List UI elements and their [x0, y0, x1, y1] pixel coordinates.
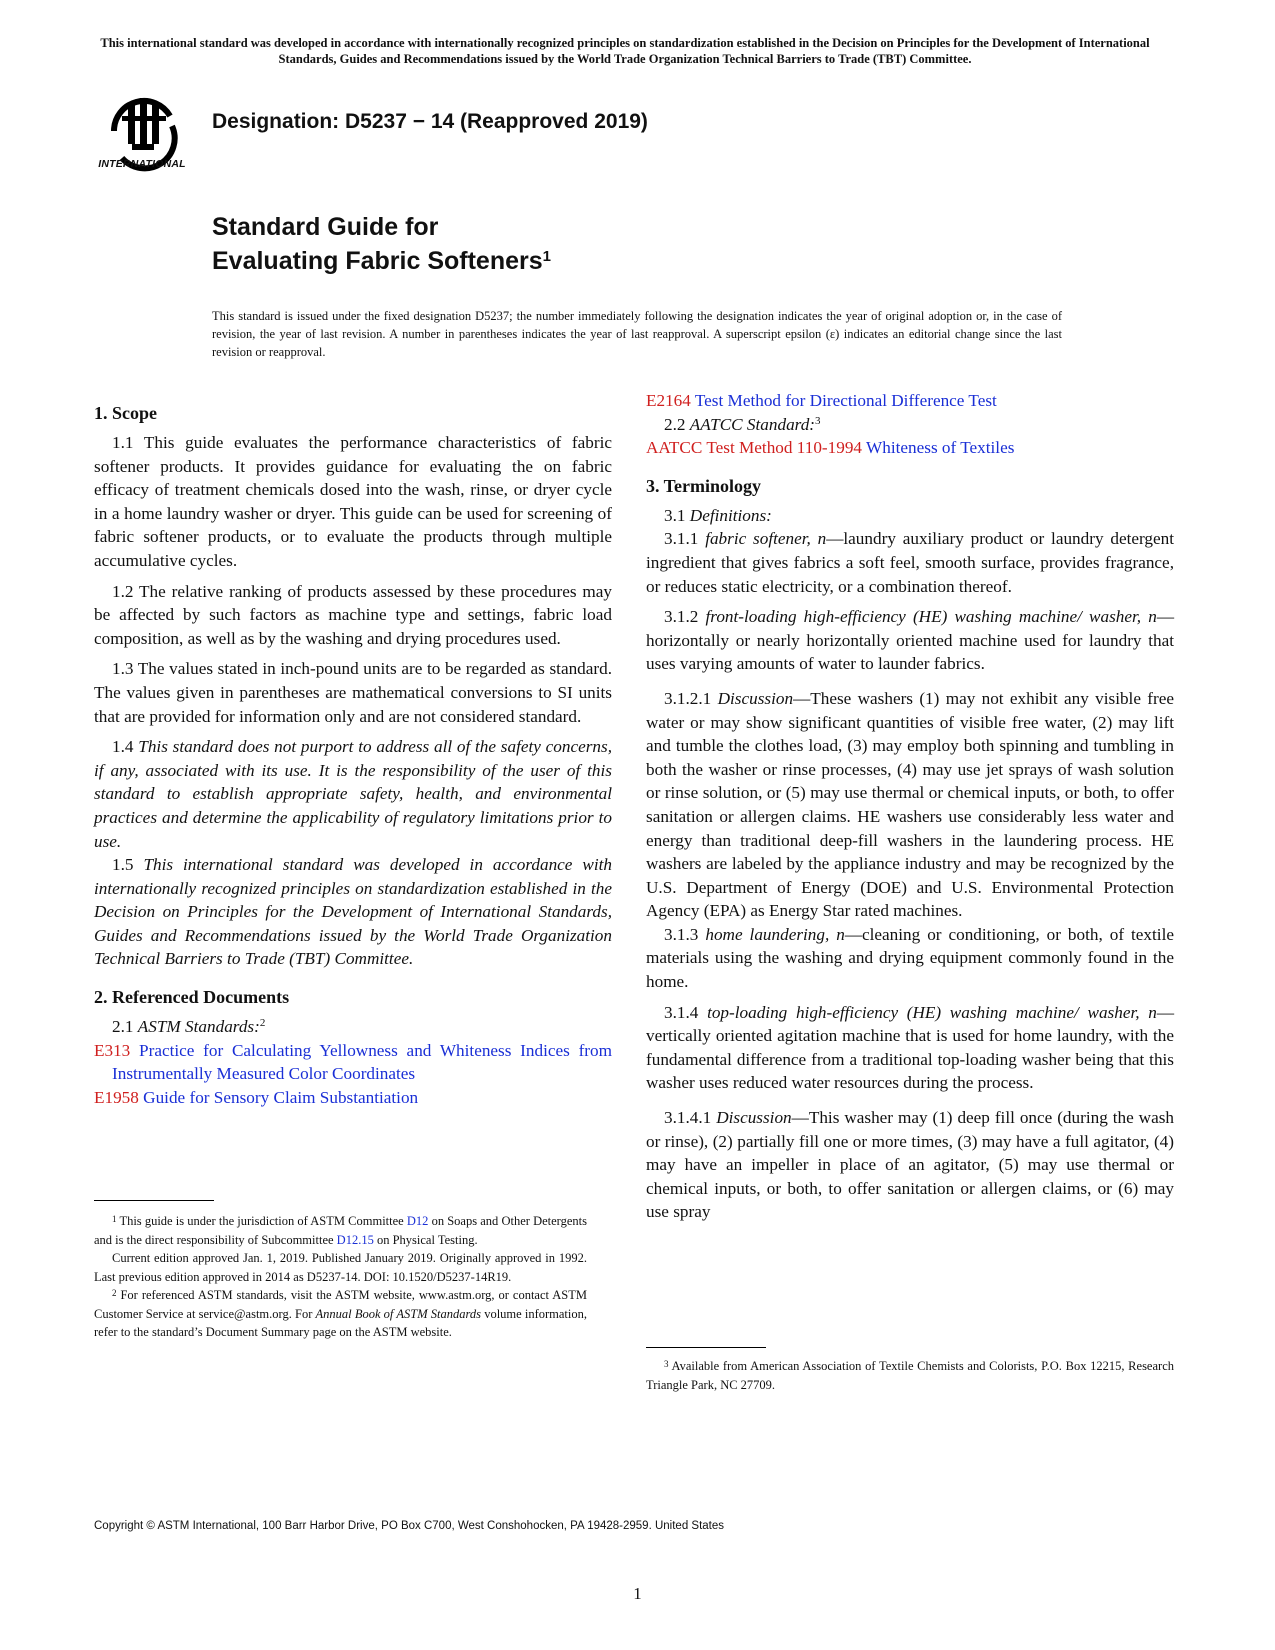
footnote-3: $^3$ Available from American Association of Textile Chemists and Colorists, P.O. Box 12215, Research Triangle Park, NC 27709.	[646, 1359, 1174, 1392]
section-referenced-heading: 2. Referenced Documents	[94, 987, 290, 1008]
link-d12-15[interactable]: D12.15	[336, 1232, 374, 1247]
link-d12[interactable]: D12	[406, 1214, 429, 1228]
copyright: Copyright © ASTM International, 100 Barr Harbor Drive, PO Box C700, West Conshohocken, PA 19428-2959. United States	[94, 1520, 725, 1532]
para-3-1-3: 3.1.3 home laundering, n—cleaning or conditioning, or both, of textile materials using the washing and drying equipment commonly found in the home.	[646, 924, 1174, 992]
para-3-1: 3.1 Definitions:	[664, 505, 772, 525]
issued-note: This standard is issued under the fixed designation D5237; the number immediately following the designation indicates the year of original adoption or, in the case of revision, the year of last revision. A number in parentheses indicates the year of last reapproval. A superscript epsilon (ε) indicates an editorial change since the last revision or reapproval.	[212, 309, 1062, 359]
para-3-1-4: 3.1.4 top-loading high-efficiency (HE) washing machine/ washer, n—vertically oriented agitation machine that is used for home laundry, with the fundamental difference from a traditional top-loading washer being that this washer uses reduced water resources during the process.	[646, 1002, 1174, 1093]
ref-aatcc-110[interactable]: AATCC Test Method 110-1994 Whiteness of Textiles	[646, 438, 1015, 458]
para-3-1-4-1: 3.1.4.1 Discussion—This washer may (1) deep fill once (during the wash or rinse), (2) partially fill one or more times, (3) may have a full agitator, (4) may have an impeller in place of an agitator, (5) may use thermal or chemical inputs, or both, to offer sanitation or allergen claims, or (6) may use spray	[646, 1108, 1174, 1222]
para-1-2: 1.2 The relative ranking of products assessed by these procedures may be affected by such factors as machine type and settings, fabric load composition, as well as by the washing and drying procedures used.	[94, 581, 612, 648]
title-line-1: Standard Guide for	[212, 213, 439, 241]
footnote-rule-right	[646, 1347, 766, 1348]
section-terminology-heading: 3. Terminology	[646, 475, 762, 496]
title-line-2: Evaluating Fabric Softeners$^1$	[212, 247, 551, 275]
para-1-5: 1.5 This international standard was developed in accordance with internationally recognized principles on standardization established in the Decision on Principles for the Development of International Standards, Guides and Recommendations issued by the World Trade Organization Technical Barriers to Trade (TBT) Committee.	[94, 855, 612, 969]
para-1-1: 1.1 This guide evaluates the performance characteristics of fabric softener products. It provides guidance for evaluating the on fabric efficacy of treatment chemicals dosed into the wash, rinse, or dryer cycle in a home laundry washer or dryer. This guide can be used for screening of fabric softener products, or to evaluate the products through multiple accumulative cycles.	[94, 433, 612, 570]
para-1-3: 1.3 The values stated in inch-pound units are to be regarded as standard. The values given in parentheses are mathematical conversions to SI units that are provided for information only and are not considered standard.	[94, 659, 612, 726]
left-column	[94, 401, 612, 1109]
ref-e1958[interactable]: E1958 Guide for Sensory Claim Substantiation	[94, 1087, 419, 1107]
logo-wordmark: INTERNATIONAL	[98, 158, 186, 170]
para-1-4: 1.4 This standard does not purport to address all of the safety concerns, if any, associated with its use. It is the responsibility of the user of this standard to establish appropriate safety, health, and environmental practices and determine the applicability of regulatory limitations prior to use.	[94, 737, 613, 851]
right-column	[646, 391, 1175, 1224]
ref-e2164[interactable]: E2164 Test Method for Directional Difference Test	[646, 391, 997, 410]
para-3-1-1: 3.1.1 fabric softener, n—laundry auxiliary product or laundry detergent ingredient that gives fabrics a soft feel, smooth surface, provides fragrance, or reduces static electricity, or a combination thereof.	[646, 529, 1174, 596]
para-3-1-2: 3.1.2 front-loading high-efficiency (HE) washing machine/ washer, n—horizontally or nearly horizontally oriented machine used for laundry that uses varying amounts of water to launder fabrics.	[646, 607, 1174, 674]
para-2-1: 2.1 ASTM Standards:$^2$	[112, 1017, 266, 1037]
page-title	[212, 210, 551, 278]
footnotes-right	[646, 1357, 1174, 1394]
astm-logo	[92, 86, 192, 176]
designation: Designation: D5237 − 14 (Reapproved 2019)	[212, 110, 648, 133]
para-2-2: 2.2 AATCC Standard:$^3$	[664, 414, 821, 434]
footnote-rule-left	[94, 1200, 214, 1201]
footnote-2: $^2$ For referenced ASTM standards, visit the ASTM website, www.astm.org, or contact ASTM Customer Service at service@astm.org. For Annual Book of ASTM Standards volume information, refer to the standard’s Document Summary page on the ASTM website.	[94, 1288, 588, 1339]
title-footnote-mark: 1	[542, 248, 551, 265]
page-number: 1	[633, 1584, 642, 1603]
footnote-1-edition: Current edition approved Jan. 1, 2019. Published January 2019. Originally approved in 1992. Last previous edition approved in 2014 as D5237-14. DOI: 10.1520/D5237-14R19.	[94, 1251, 587, 1284]
footnote-1: $^1$ This guide is under the jurisdiction of ASTM Committee D12 on Soaps and Other Detergents and is the direct responsibility of Subcommittee D12.15 on Physical Testing.	[94, 1214, 587, 1247]
header-notice: This international standard was developed in accordance with internationally recognized principles on standardization established in the Decision on Principles for the Development of International Standards, Guides and Recommendations issued by the World Trade Organization Technical Barriers to Trade (TBT) Committee.	[100, 36, 1150, 66]
ref-e313[interactable]: E313 Practice for Calculating Yellowness and Whiteness Indices from Instrumentally Measured Color Coordinates	[94, 1040, 612, 1084]
section-scope-heading: 1. Scope	[94, 403, 157, 423]
para-3-1-2-1: 3.1.2.1 Discussion—These washers (1) may not exhibit any visible free water or may show significant quantities of visible free water, (2) may lift and tumble the clothes load, (3) may employ both spinning and tumbling in both the washer or rinse processes, (4) may use jet sprays of wash solution or rinse solution, or (5) may use thermal or chemical inputs, or both, to offer sanitation or allergen claims. HE washers use considerably less water and energy than traditional deep-fill washers in the laundering process. HE washers are labeled by the appliance industry and may be recognized by the U.S. Department of Energy (DOE) and U.S. Environmental Protection Agency (EPA) as Energy Star rated machines.	[646, 688, 1175, 921]
footnotes-left	[94, 1212, 587, 1342]
